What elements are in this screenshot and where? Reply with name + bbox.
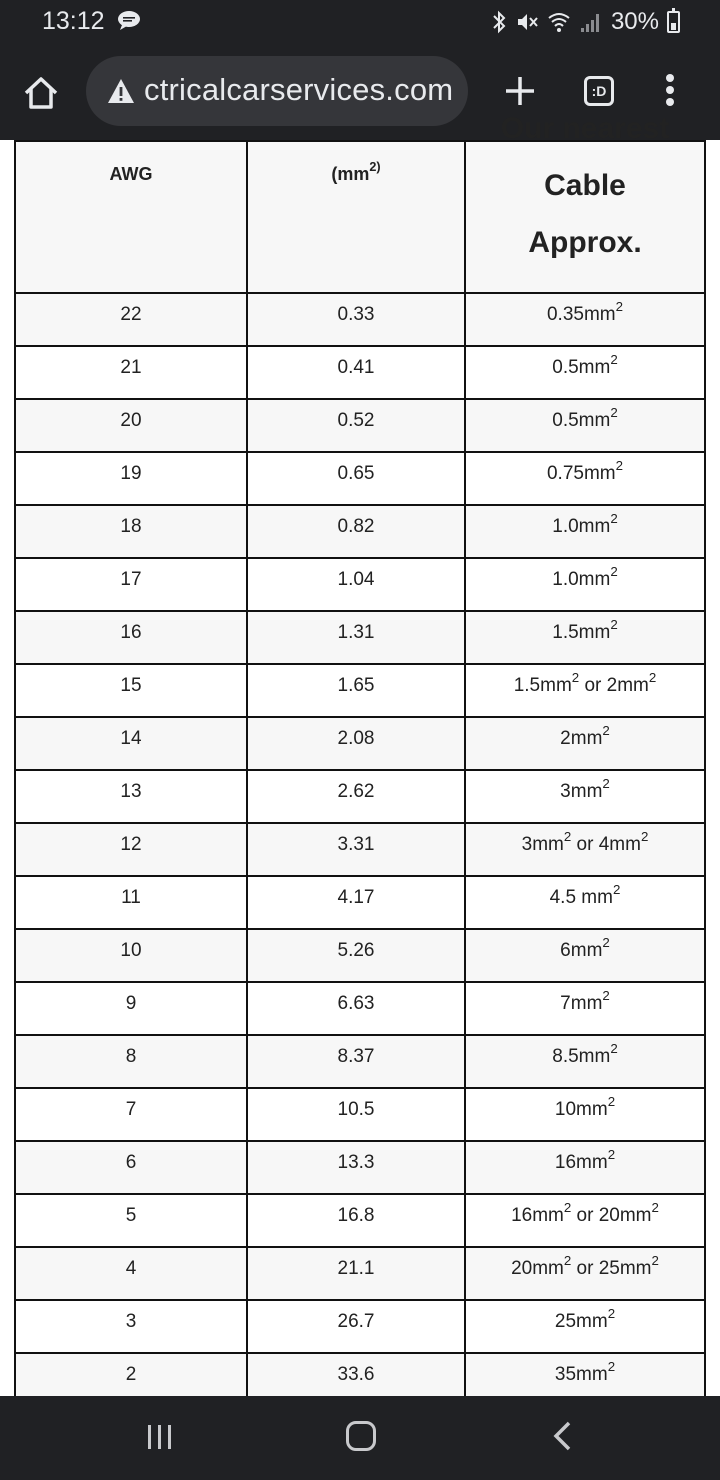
home-icon[interactable]	[22, 74, 60, 112]
cell-cable: $25mm^2$	[465, 1300, 705, 1353]
cell-awg: 17	[15, 558, 247, 611]
back-icon[interactable]	[551, 1421, 575, 1451]
cell-cable: $2mm^2$	[465, 717, 705, 770]
table-row	[15, 1194, 705, 1247]
battery-icon	[667, 11, 680, 33]
table-row	[15, 876, 705, 929]
cell-cable: $20mm^2$ or $25mm^2$	[465, 1247, 705, 1300]
cell-awg: 2	[15, 1353, 247, 1406]
home-nav-icon[interactable]	[346, 1421, 376, 1451]
cell-cable: $7mm^2$	[465, 982, 705, 1035]
header-cable-top: Our nearest	[500, 112, 670, 145]
cell-cable: $3mm^2$	[465, 770, 705, 823]
recent-apps-icon[interactable]	[147, 1424, 173, 1450]
table-row	[15, 1141, 705, 1194]
status-icons	[491, 7, 680, 37]
table-row	[15, 1088, 705, 1141]
status-bar	[0, 0, 720, 44]
table-row	[15, 611, 705, 664]
warning-icon[interactable]	[107, 78, 135, 104]
cell-mm: 1.04	[247, 558, 465, 611]
cell-cable: $0.5mm^2$	[465, 399, 705, 452]
cell-cable: $16mm^2$ or $20mm^2$	[465, 1194, 705, 1247]
cell-awg: 20	[15, 399, 247, 452]
cell-awg: 9	[15, 982, 247, 1035]
signal-icon	[579, 10, 603, 34]
cell-awg: 22	[15, 293, 247, 346]
cell-mm: 0.65	[247, 452, 465, 505]
cell-cable: $8.5mm^2$	[465, 1035, 705, 1088]
cell-mm: 1.31	[247, 611, 465, 664]
table-row	[15, 558, 705, 611]
table-row	[15, 505, 705, 558]
table-row	[15, 717, 705, 770]
page-content[interactable]	[0, 112, 720, 1396]
cell-mm: 5.26	[247, 929, 465, 982]
cell-cable: $1.5mm^2$	[465, 611, 705, 664]
cell-mm: 0.41	[247, 346, 465, 399]
cell-awg: 12	[15, 823, 247, 876]
cell-mm: 1.65	[247, 664, 465, 717]
cell-cable: $0.35mm^2$	[465, 293, 705, 346]
header-cable-mid: Cable	[544, 169, 626, 202]
cell-mm: 0.33	[247, 293, 465, 346]
cell-cable: $3mm^2$ or $4mm^2$	[465, 823, 705, 876]
cell-cable: $0.5mm^2$	[465, 346, 705, 399]
cell-mm: 4.17	[247, 876, 465, 929]
header-cable-bottom: Approx.	[528, 226, 642, 259]
cell-mm: 16.8	[247, 1194, 465, 1247]
header-awg: AWG	[15, 141, 247, 293]
cell-awg: 15	[15, 664, 247, 717]
status-time: 13:12	[42, 7, 105, 35]
cell-mm: 8.37	[247, 1035, 465, 1088]
table-row	[15, 1247, 705, 1300]
bluetooth-icon	[491, 10, 507, 34]
cell-awg: 11	[15, 876, 247, 929]
cell-awg: 6	[15, 1141, 247, 1194]
cell-cable: 4.5 $mm^2$	[465, 876, 705, 929]
cell-awg: 13	[15, 770, 247, 823]
awg-conversion-table	[14, 112, 706, 1407]
table-row	[15, 452, 705, 505]
table-row	[15, 399, 705, 452]
cell-awg: 3	[15, 1300, 247, 1353]
cell-awg: 16	[15, 611, 247, 664]
chat-icon	[117, 10, 141, 30]
navigation-bar	[0, 1396, 720, 1480]
table-row	[15, 293, 705, 346]
table-row	[15, 664, 705, 717]
cell-cable: $10mm^2$	[465, 1088, 705, 1141]
table-row	[15, 929, 705, 982]
table-row	[15, 1300, 705, 1353]
cell-awg: 19	[15, 452, 247, 505]
cell-mm: 6.63	[247, 982, 465, 1035]
address-bar[interactable]	[86, 56, 468, 126]
cell-mm: 26.7	[247, 1300, 465, 1353]
table-body	[15, 293, 705, 1406]
cell-cable: $0.75mm^2$	[465, 452, 705, 505]
cell-cable: $1.0mm^2$	[465, 505, 705, 558]
cell-mm: 2.62	[247, 770, 465, 823]
url-text[interactable]: ctricalcarservices.com	[144, 72, 454, 107]
cell-mm: 0.52	[247, 399, 465, 452]
table-row	[15, 982, 705, 1035]
wifi-icon	[547, 10, 571, 34]
cell-cable: $16mm^2$	[465, 1141, 705, 1194]
battery-text: 30%	[610, 8, 659, 35]
cell-awg: 8	[15, 1035, 247, 1088]
cell-awg: 10	[15, 929, 247, 982]
cell-awg: 21	[15, 346, 247, 399]
table-row	[15, 1035, 705, 1088]
cell-mm: 10.5	[247, 1088, 465, 1141]
cell-cable: $35mm^2$	[465, 1353, 705, 1406]
table-header-row	[15, 141, 705, 293]
cell-awg: 18	[15, 505, 247, 558]
cell-mm: 13.3	[247, 1141, 465, 1194]
header-mm: ($mm^{2)}$	[247, 141, 465, 293]
cell-awg: 7	[15, 1088, 247, 1141]
cell-cable: $1.5mm^2$ or $2mm^2$	[465, 664, 705, 717]
cell-mm: 33.6	[247, 1353, 465, 1406]
cell-cable: $6mm^2$	[465, 929, 705, 982]
cell-mm: 0.82	[247, 505, 465, 558]
header-cable	[465, 112, 705, 293]
table-row	[15, 770, 705, 823]
table-row	[15, 346, 705, 399]
cell-awg: 14	[15, 717, 247, 770]
cell-awg: 4	[15, 1247, 247, 1300]
cell-mm: 3.31	[247, 823, 465, 876]
tabs-icon[interactable]: :D	[584, 76, 614, 106]
mute-icon	[515, 10, 539, 34]
cell-cable: $1.0mm^2$	[465, 558, 705, 611]
cell-mm: 21.1	[247, 1247, 465, 1300]
table-row	[15, 823, 705, 876]
cell-awg: 5	[15, 1194, 247, 1247]
cell-mm: 2.08	[247, 717, 465, 770]
